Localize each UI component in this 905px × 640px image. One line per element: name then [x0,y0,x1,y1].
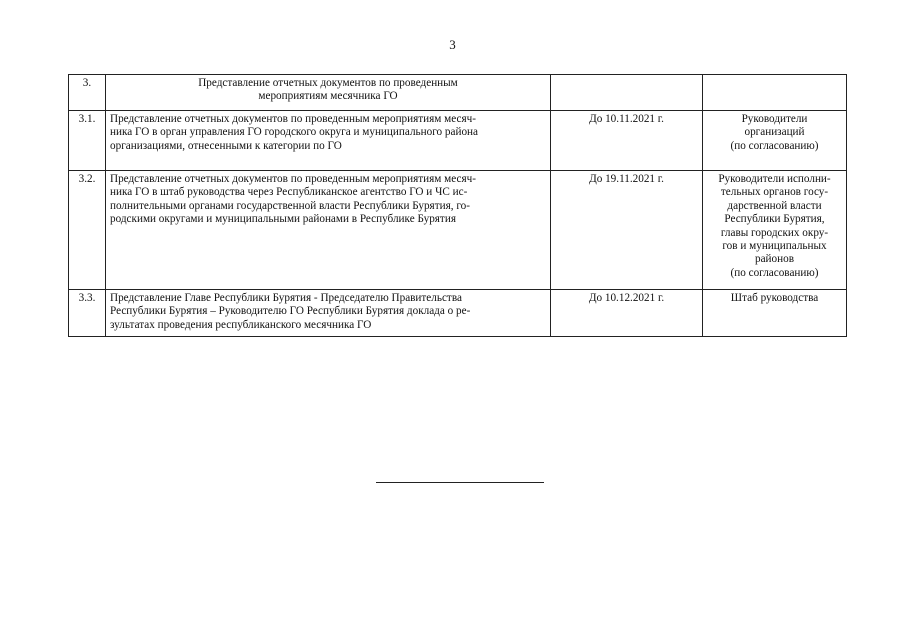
description-line: родскими округами и муниципальными районами в Республике Бурятия [110,213,456,226]
description-line: Республики Бурятия – Руководителю ГО Республики Бурятия доклада о ре- [110,305,471,318]
plan-table [68,74,847,337]
row-description [106,111,551,171]
description-line: полнительными органами государственной власти Республики Бурятия, го- [110,199,470,212]
description-line: Представление отчетных документов по проведенным [198,77,458,89]
responsible-line: тельных органов госу- [720,186,829,199]
table-row [69,171,847,290]
responsible-line: Штаб руководства [730,292,819,304]
table-row [69,75,847,111]
row-number: 3. [69,75,106,111]
row-number: 3.1. [69,111,106,171]
description-line: ника ГО в орган управления ГО городского округа и муниципального района [110,126,478,139]
responsible-line: Руководители [741,113,808,125]
description-line: Представление Главе Республики Бурятия - Председателю Правительства [110,292,462,304]
row-deadline: До 10.11.2021 г. [551,111,703,171]
description-line: организациями, отнесенными к категории по ГО [110,139,342,152]
description-line: Представление отчетных документов по проведенным мероприятиям месяч- [110,173,476,185]
description-line: мероприятиям месячника ГО [258,90,398,103]
page-number: 3 [449,37,456,52]
responsible-line: районов [754,253,794,266]
responsible-line: организаций [744,126,805,139]
row-deadline: До 19.11.2021 г. [551,171,703,290]
description-line: зультатах проведения республиканского месячника ГО [110,318,372,331]
description-line: ника ГО в штаб руководства через Республиканское агентство ГО и ЧС ис- [110,186,468,199]
row-deadline: До 10.12.2021 г. [551,290,703,337]
row-description [106,290,551,337]
responsible-line: Руководители исполни- [718,173,831,185]
row-description [106,75,551,111]
footer-separator-line [376,482,544,483]
table-row [69,111,847,171]
responsible-line: гов и муниципальных [722,240,827,253]
responsible-line: дарственной власти [727,199,822,212]
row-number: 3.2. [69,171,106,290]
row-responsible [703,75,847,111]
responsible-line: главы городских окру- [720,226,829,239]
row-responsible [703,171,847,290]
row-number: 3.3. [69,290,106,337]
table-row [69,290,847,337]
description-line: Представление отчетных документов по проведенным мероприятиям месяч- [110,113,476,125]
row-responsible [703,111,847,171]
row-responsible [703,290,847,337]
row-description [106,171,551,290]
responsible-line: Республики Бурятия, [724,213,825,226]
responsible-line: (по согласованию) [730,139,819,152]
responsible-line: (по согласованию) [730,266,819,279]
row-deadline [551,75,703,111]
